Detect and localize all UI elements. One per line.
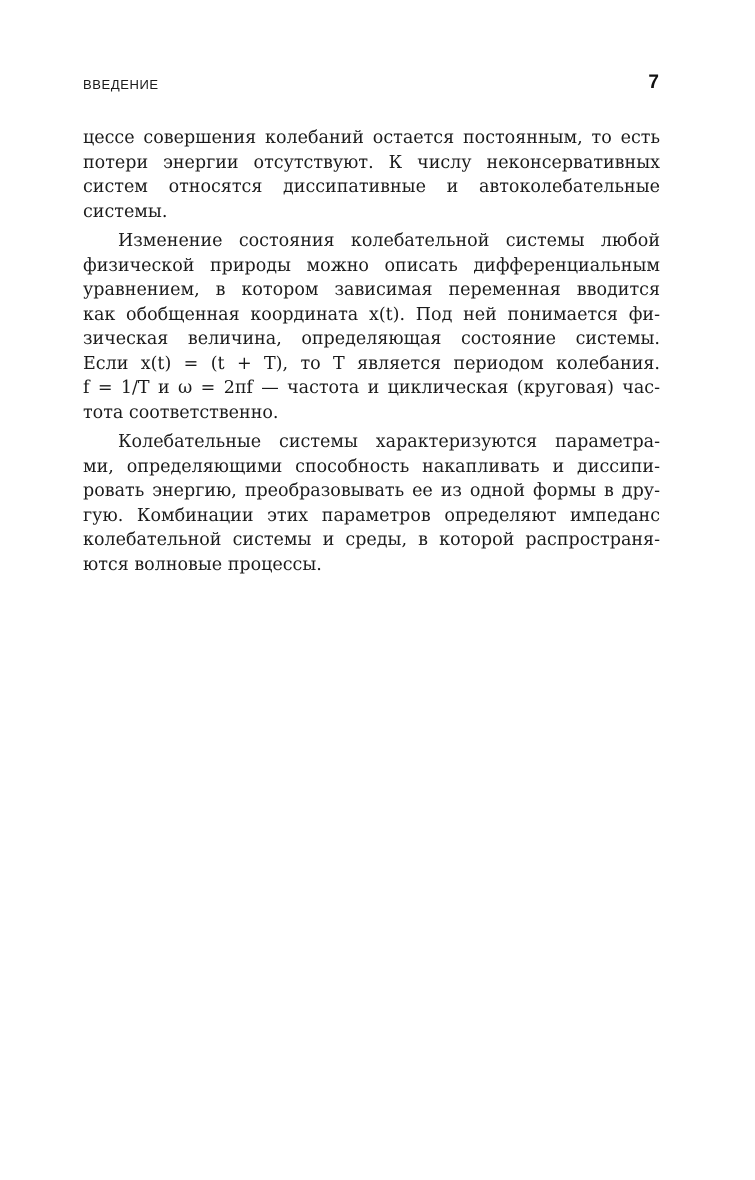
text-line: f = 1/T и ω = 2πf — частота и циклическая (круговая) час- [83, 378, 660, 398]
text-line: Изменение состояния колебательной системы любой [118, 231, 660, 251]
text-line: ются волновые процессы. [83, 554, 322, 575]
text-line: ми, определяющими способность накапливать и диссипи- [83, 456, 660, 477]
text-line: колебательной системы и среды, в которой распространя- [83, 530, 660, 550]
text-line: зическая величина, определяющая состояние системы. [83, 329, 660, 349]
text-line: уравнением, в котором зависимая переменная вводится [83, 280, 660, 300]
text-line: систем относятся диссипативные и автоколебательные [83, 177, 660, 197]
body-text [83, 126, 660, 582]
text-line: физической природы можно описать дифференциальным [83, 255, 660, 276]
text-line: цессе совершения колебаний остается постоянным, то есть [83, 128, 660, 148]
running-head [83, 74, 663, 96]
page-number: 7 [648, 72, 659, 93]
paragraph-2 [83, 229, 660, 425]
text-line: тота соответственно. [83, 402, 279, 423]
section-title: ВВЕДЕНИЕ [83, 77, 159, 92]
text-line: потери энергии отсутствуют. К числу неконсервативных [83, 152, 660, 173]
text-line: как обобщенная координата x(t). Под ней понимается фи- [83, 304, 660, 325]
paragraph-1 [83, 126, 660, 224]
text-line: Колебательные системы характеризуются параметра- [118, 432, 660, 452]
paragraph-3 [83, 430, 660, 577]
text-line: Если x(t) = (t + T), то T является периодом колебания. [83, 353, 660, 374]
text-line: системы. [83, 201, 168, 222]
text-line: ровать энергию, преобразовывать ее из одной формы в дру- [83, 481, 660, 501]
text-line: гую. Комбинации этих параметров определяют импеданс [83, 505, 660, 526]
